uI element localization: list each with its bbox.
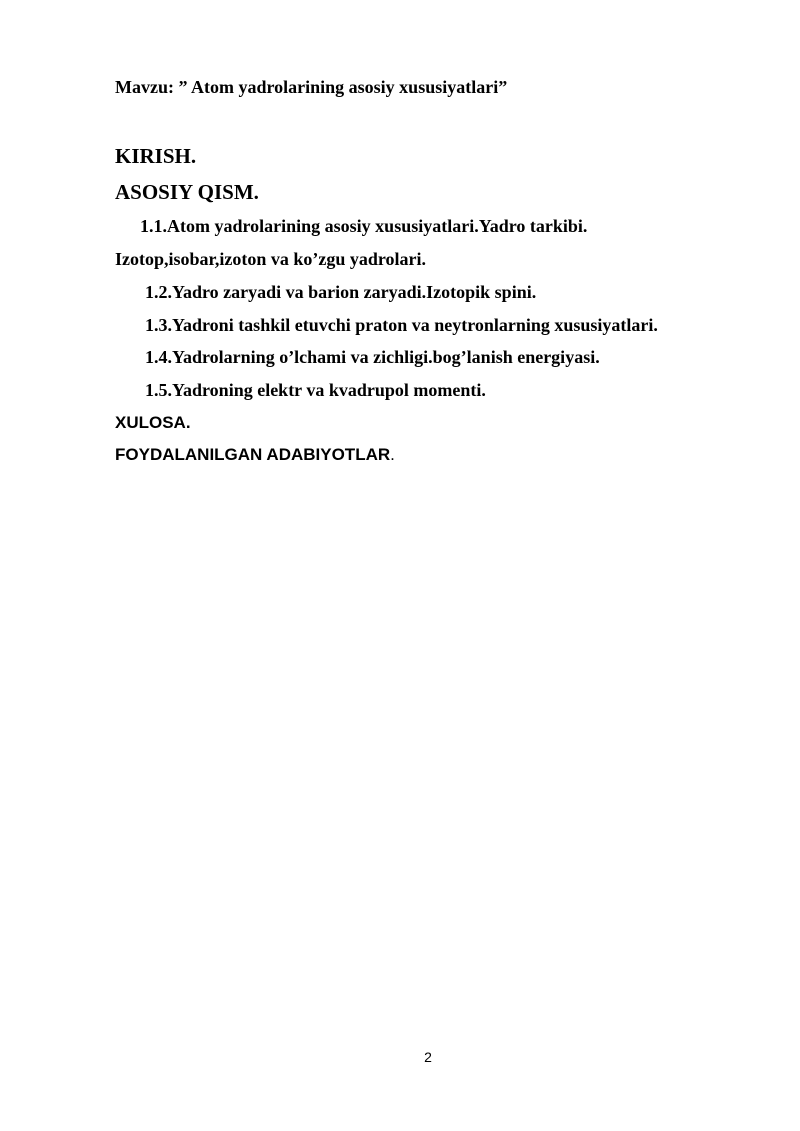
toc-item-1-5: 1.5.Yadroning elektr va kvadrupol momenti. [145, 380, 486, 400]
references-trailing-dot: . [390, 445, 395, 464]
section-references [115, 446, 395, 463]
toc-item-1-3: 1.3.Yadroni tashkil etuvchi praton va neytronlarning xususiyatlari. [145, 315, 658, 335]
page-number: 2 [424, 1049, 432, 1065]
toc-item-1-4: 1.4.Yadrolarning o’lchami va zichligi.bog’lanish energiyasi. [145, 347, 600, 367]
toc-item-1-1-continuation: Izotop,isobar,izoton va ko’zgu yadrolari. [115, 249, 427, 269]
heading-intro: KIRISH. [115, 144, 197, 168]
section-conclusion: XULOSA. [115, 413, 191, 432]
topic-title: Mavzu: ” Atom yadrolarining asosiy xususiyatlari” [115, 77, 508, 97]
toc-item-1-2: 1.2.Yadro zaryadi va barion zaryadi.Izotopik spini. [145, 282, 537, 302]
heading-main: ASOSIY QISM. [115, 180, 259, 204]
references-label: FOYDALANILGAN ADABIYOTLAR [115, 445, 391, 464]
toc-item-1-1: 1.1.Atom yadrolarining asosiy xususiyatlari.Yadro tarkibi. [140, 216, 588, 236]
